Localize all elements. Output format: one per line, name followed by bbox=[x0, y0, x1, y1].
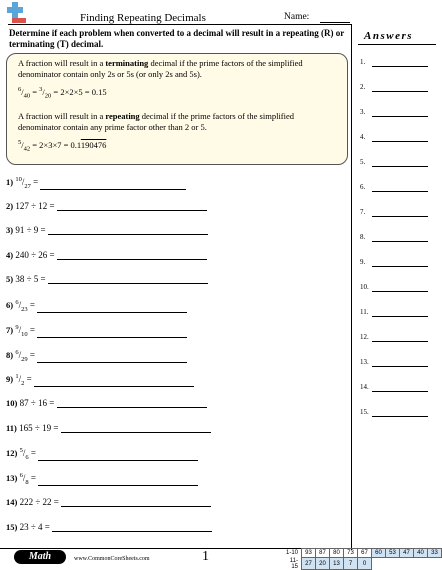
problem-10: 10) 87 ÷ 16 = bbox=[6, 398, 207, 408]
answer-line-3[interactable] bbox=[372, 116, 428, 117]
answer-line-12[interactable] bbox=[372, 341, 428, 342]
score-cell: 40 bbox=[414, 549, 428, 558]
instructions: Determine if each problem when converted to a decimal will result in a repeating (R) or terminating (T) decimal. bbox=[9, 28, 345, 49]
worksheet-title: Finding Repeating Decimals bbox=[80, 12, 206, 24]
answer-blank[interactable] bbox=[37, 361, 187, 363]
answer-blank[interactable] bbox=[34, 385, 194, 387]
score-cell: 0 bbox=[358, 558, 372, 570]
score-cell: 93 bbox=[302, 549, 316, 558]
problem-6: 6) $^6/_{23}$ = bbox=[6, 299, 187, 313]
answer-blank[interactable] bbox=[37, 311, 187, 313]
problem-3: 3) 91 ÷ 9 = bbox=[6, 225, 208, 235]
repeating-rule: A fraction will result in a repeating decimal if the prime factors of the simplified denominator contain any prime factor other than 2 or 5. bbox=[18, 111, 295, 132]
answer-blank[interactable] bbox=[57, 209, 207, 211]
score-row-label: 11-15 bbox=[289, 557, 298, 570]
answer-label-13: 13. bbox=[360, 358, 369, 366]
answer-label-7: 7. bbox=[360, 208, 366, 216]
plus-minus-logo-icon bbox=[4, 2, 28, 24]
answer-label-3: 3. bbox=[360, 108, 366, 116]
problem-14: 14) 222 ÷ 22 = bbox=[6, 497, 211, 507]
score-cell: 87 bbox=[316, 549, 330, 558]
answer-blank[interactable] bbox=[48, 233, 208, 235]
answer-line-13[interactable] bbox=[372, 366, 428, 367]
answer-line-5[interactable] bbox=[372, 166, 428, 167]
score-row-1-10 bbox=[284, 549, 442, 558]
score-cell: 67 bbox=[358, 549, 372, 558]
answer-label-14: 14. bbox=[360, 383, 369, 391]
answer-blank[interactable] bbox=[57, 258, 207, 260]
score-cell: 33 bbox=[428, 549, 442, 558]
answer-label-5: 5. bbox=[360, 158, 366, 166]
answer-blank[interactable] bbox=[38, 484, 198, 486]
answer-line-7[interactable] bbox=[372, 216, 428, 217]
answer-line-2[interactable] bbox=[372, 91, 428, 92]
score-cell: 60 bbox=[372, 549, 386, 558]
answer-blank[interactable] bbox=[61, 505, 211, 507]
problem-5: 5) 38 ÷ 5 = bbox=[6, 274, 208, 284]
answer-line-10[interactable] bbox=[372, 291, 428, 292]
problem-7: 7) $^9/_{10}$ = bbox=[6, 324, 187, 338]
problem-8: 8) $^6/_{29}$ = bbox=[6, 349, 187, 363]
answer-line-15[interactable] bbox=[372, 416, 428, 417]
score-row-11-15 bbox=[284, 558, 442, 570]
answer-label-4: 4. bbox=[360, 133, 366, 141]
answer-blank[interactable] bbox=[57, 406, 207, 408]
problem-4: 4) 240 ÷ 26 = bbox=[6, 250, 207, 260]
answer-blank[interactable] bbox=[40, 188, 186, 190]
answer-label-12: 12. bbox=[360, 333, 369, 341]
answer-label-15: 15. bbox=[360, 408, 369, 416]
answer-blank[interactable] bbox=[52, 530, 212, 532]
site-url: www.CommonCoreSheets.com bbox=[74, 556, 150, 562]
score-cell: 80 bbox=[330, 549, 344, 558]
header-divider bbox=[8, 24, 351, 25]
repeating-example: $^5/_{42} = 2\times 3\times 7 = 0.1190476$ bbox=[18, 139, 107, 153]
name-label: Name: bbox=[284, 12, 310, 22]
answers-heading: Answers bbox=[364, 30, 414, 42]
answer-label-2: 2. bbox=[360, 83, 366, 91]
problem-9: 9) $^1/_2$ = bbox=[6, 373, 194, 387]
answer-label-9: 9. bbox=[360, 258, 366, 266]
answer-line-14[interactable] bbox=[372, 391, 428, 392]
answer-label-10: 10. bbox=[360, 283, 369, 291]
score-cell: 73 bbox=[344, 549, 358, 558]
terminating-rule: A fraction will result in a terminating decimal if the prime factors of the simplified denominator contain only 2s or 5s (or only 2s and 5s). bbox=[18, 58, 303, 79]
problem-15: 15) 23 ÷ 4 = bbox=[6, 522, 212, 532]
answer-line-11[interactable] bbox=[372, 316, 428, 317]
answer-line-9[interactable] bbox=[372, 266, 428, 267]
score-cell: 53 bbox=[386, 549, 400, 558]
name-field-line[interactable] bbox=[320, 22, 350, 23]
answer-label-1: 1. bbox=[360, 58, 366, 66]
terminating-example: $^6/_{40} = ^3/_{20} = 2\times 2\times 5 = 0.15$ bbox=[18, 86, 107, 100]
problem-1: 1) $^{10}/_{27}$ = bbox=[6, 176, 186, 190]
page-number: 1 bbox=[202, 549, 209, 564]
problem-12: 12) $^5/_6$ = bbox=[6, 447, 198, 461]
answer-line-6[interactable] bbox=[372, 191, 428, 192]
answer-label-8: 8. bbox=[360, 233, 366, 241]
problem-2: 2) 127 ÷ 12 = bbox=[6, 201, 207, 211]
answer-line-4[interactable] bbox=[372, 141, 428, 142]
answer-line-8[interactable] bbox=[372, 241, 428, 242]
score-row-label: 1-10 bbox=[285, 550, 298, 556]
answers-heading-rule bbox=[358, 44, 436, 45]
column-divider bbox=[351, 24, 352, 550]
problem-11: 11) 165 ÷ 19 = bbox=[6, 423, 211, 433]
score-cell: 7 bbox=[344, 558, 358, 570]
answer-blank[interactable] bbox=[38, 459, 198, 461]
answer-line-1[interactable] bbox=[372, 66, 428, 67]
score-cell: 20 bbox=[316, 558, 330, 570]
subject-badge: Math bbox=[14, 550, 66, 564]
answer-label-6: 6. bbox=[360, 183, 366, 191]
answer-blank[interactable] bbox=[48, 282, 208, 284]
answer-blank[interactable] bbox=[61, 431, 211, 433]
score-cell: 13 bbox=[330, 558, 344, 570]
score-cell: 27 bbox=[302, 558, 316, 570]
problem-13: 13) $^6/_8$ = bbox=[6, 472, 198, 486]
answer-label-11: 11. bbox=[360, 308, 369, 316]
score-cell: 47 bbox=[400, 549, 414, 558]
answer-blank[interactable] bbox=[37, 336, 187, 338]
